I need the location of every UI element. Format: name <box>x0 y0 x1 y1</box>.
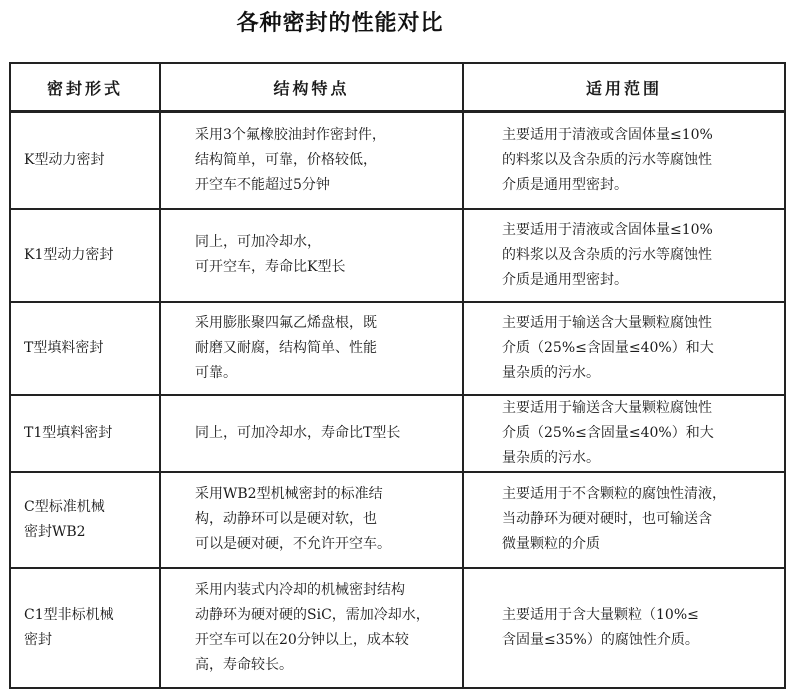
structure-cell: 采用WB2型机械密封的标准结 构，动静环可以是硬对软，也 可以是硬对硬，不允许开空车。 <box>195 486 391 552</box>
table-row <box>10 209 785 302</box>
seal-type-cell: T型填料密封 <box>24 339 104 356</box>
table-row <box>10 472 785 568</box>
seal-type-cell: T1型填料密封 <box>24 424 113 441</box>
seal-type-cell: K1型动力密封 <box>24 246 114 263</box>
scope-cell: 主要适用于含大量颗粒（10%≤ 含固量≤35%）的腐蚀性介质。 <box>502 606 699 648</box>
seal-type-cell: C型标准机械 密封WB2 <box>24 498 105 540</box>
column-header-scope: 适用范围 <box>463 63 785 112</box>
page-title: 各种密封的性能对比 <box>236 11 444 36</box>
seal-type-cell: K型动力密封 <box>24 151 105 168</box>
table-row <box>10 112 785 209</box>
structure-cell: 同上，可加冷却水，寿命比T型长 <box>195 424 401 441</box>
table-row <box>10 395 785 472</box>
scope-cell: 主要适用于输送含大量颗粒腐蚀性 介质（25%≤含固量≤40%）和大 量杂质的污水。 <box>502 314 714 381</box>
structure-cell: 同上，可加冷却水， 可开空车，寿命比K型长 <box>195 234 346 275</box>
structure-cell: 采用3个氟橡胶油封作密封件， 结构简单，可靠，价格较低， 开空车不能超过5分钟 <box>195 126 386 193</box>
scope-cell: 主要适用于不含颗粒的腐蚀性清液， 当动静环为硬对硬时，也可输送含 微量颗粒的介质 <box>502 486 726 552</box>
seal-type-cell: C1型非标机械 密封 <box>24 606 114 648</box>
scope-cell: 主要适用于清液或含固体量≤10% 的料浆以及含杂质的污水等腐蚀性 介质是通用型密封。 <box>502 126 713 193</box>
column-header-seal-type: 密封形式 <box>10 63 160 112</box>
scope-cell: 主要适用于输送含大量颗粒腐蚀性 介质（25%≤含固量≤40%）和大 量杂质的污水。 <box>502 399 714 466</box>
seal-comparison-table <box>9 62 786 689</box>
scope-cell: 主要适用于清液或含固体量≤10% 的料浆以及含杂质的污水等腐蚀性 介质是通用型密封。 <box>502 221 713 288</box>
table-header-row <box>10 63 785 112</box>
column-header-structure: 结构特点 <box>160 63 463 112</box>
table-row <box>10 568 785 688</box>
structure-cell: 采用膨胀聚四氟乙烯盘根，既 耐磨又耐腐，结构简单、性能 可靠。 <box>195 314 377 381</box>
table-row <box>10 302 785 395</box>
structure-cell: 采用内装式内冷却的机械密封结构 动静环为硬对硬的SiC，需加冷却水， 开空车可以在20分钟以上，成本较 高，寿命较长。 <box>195 581 430 673</box>
